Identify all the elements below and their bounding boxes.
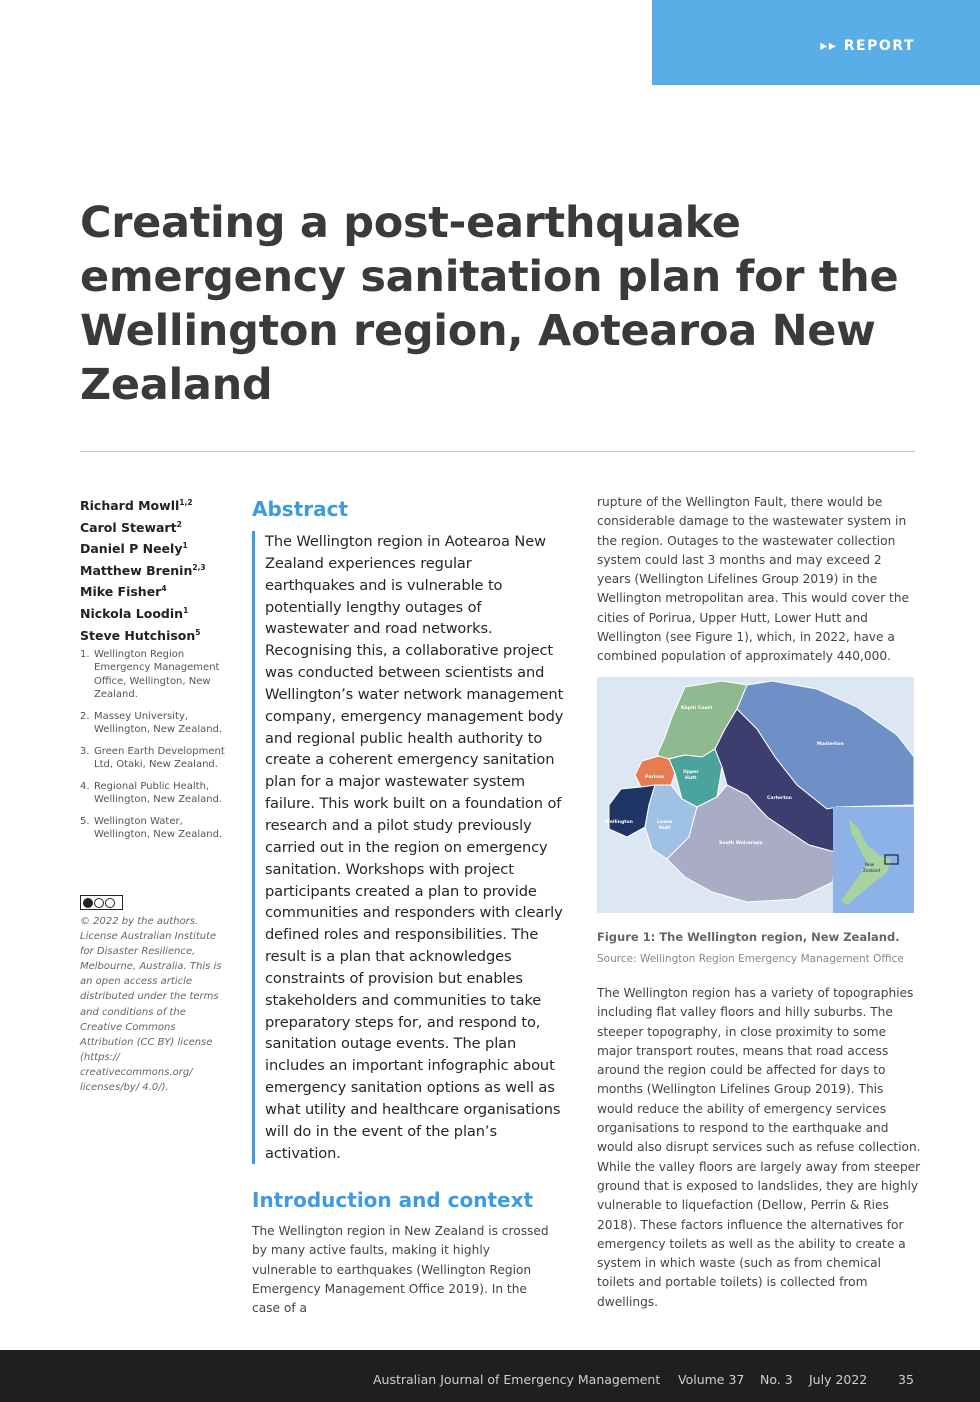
affiliation: 4. Regional Public Health, Wellington, New Zealand. bbox=[80, 780, 223, 806]
affiliation: 3. Green Earth Development Ltd, Otaki, New Zealand. bbox=[80, 745, 225, 771]
figure-caption: Figure 1: The Wellington region, New Zealand. bbox=[597, 930, 900, 944]
label-kapiti-coast: Kāpiti Coast bbox=[681, 706, 713, 711]
body-text-column3-top: rupture of the Wellington Fault, there would be considerable damage to the wastewater system in the region. Outages to the wastewater collection system could last 3 months and may exceed 2 years (Wellington Lifelines Group 2019) in the Wellington metropolitan area. This would cover the cities of Porirua, Upper Hutt, Lower Hutt and Wellington (see Figure 1), which, in 2022, have a combined population of approximately 440,000. bbox=[597, 495, 910, 664]
footer-journal: Australian Journal of Emergency Management bbox=[373, 1372, 661, 1387]
label-lower-hutt: Lower bbox=[657, 820, 673, 825]
label-south-wairarapa: South Wairarapa bbox=[719, 841, 763, 846]
footer-number: No. 3 bbox=[760, 1372, 793, 1387]
footer-page-number: 35 bbox=[898, 1372, 914, 1387]
figure-source: Source: Wellington Region Emergency Management Office bbox=[597, 953, 904, 965]
label-new-zealand: New bbox=[865, 862, 875, 867]
report-tag-label: ▸▸ REPORT bbox=[820, 38, 915, 54]
abstract-text: The Wellington region in Aotearoa New Zealand experiences regular earthquakes and is vulnerable to potentially lengthy outages of wastewater and road networks. Recognising this, a collaborative project was conducted between scientists and Wellington’s water network management company, emergency management body and regional public health authority to create a coherent emergency sanitation plan for a major wastewater system failure. This work built on a foundation of research and a pilot study previously carried out in the region on emergency sanitation. Workshops with project participants created a plan to provide communities and responders with clearly defined roles and responsibilities. The result is a plan that acknowledges constraints of provision but enables stakeholders and communities to take preparatory steps for, and respond to, sanitation outage events. The plan includes an important infographic about emergency sanitation options as well as what utility and healthcare organisations will do in the event of the plan’s activation. bbox=[265, 533, 564, 1162]
introduction-heading: Introduction and context bbox=[252, 1188, 534, 1212]
body-text-column3-bottom: The Wellington region has a variety of topographies including flat valley floors and hilly suburbs. The steeper topography, in close proximity to some major transport routes, means that road access around the region could be affected for days to months (Wellington Lifelines Group 2019). This would reduce the ability of emergency services organisations to respond to the earthquake and would also disrupt services such as refuse collection. While the valley floors are largely away from steeper ground that is exposed to landslides, they are highly vulnerable to liquefaction (Dellow, Perrin & Ries 2018). These factors influence the alternatives for emergency toilets as well as the ability to create a system in which waste (such as from chemical toilets and portable toilets) is collected from dwellings. bbox=[597, 986, 921, 1309]
license-text: © 2022 by the authors. License Australian Institute for Disaster Resilience, Melbourne, Australia. This is an open access article distributed under the terms and conditions of the Creative Commons Attribution (CC BY) license (https:// creativecommons.org/ licenses/by/ 4.0/). bbox=[80, 916, 222, 1094]
label-lower-hutt: Hutt bbox=[659, 826, 671, 831]
abstract-accent-bar bbox=[252, 531, 255, 1164]
author: Richard Mowll$^{1,2}$ bbox=[80, 498, 193, 513]
affiliation: 2. Massey University, Wellington, New Zealand. bbox=[80, 710, 223, 735]
label-upper-hutt: Hutt bbox=[685, 776, 697, 781]
author: Nickola Loodin$^1$ bbox=[80, 605, 189, 621]
author: Daniel P Neely$^1$ bbox=[80, 541, 188, 557]
label-wellington: Wellington bbox=[605, 820, 633, 825]
affiliation: 5. Wellington Water, Wellington, New Zealand. bbox=[80, 815, 223, 841]
report-tag bbox=[652, 0, 980, 85]
author: Steve Hutchison$^5$ bbox=[80, 627, 201, 643]
label-new-zealand: Zealand bbox=[863, 868, 881, 873]
footer-volume: Volume 37 bbox=[678, 1372, 745, 1387]
abstract-heading: Abstract bbox=[252, 497, 349, 521]
author: Carol Stewart$^2$ bbox=[80, 519, 182, 535]
page-footer bbox=[0, 1350, 980, 1402]
footer-date: July 2022 bbox=[809, 1372, 868, 1387]
article-title: Creating a post-earthquake emergency sanitation plan for the Wellington region, Aotearoa New Zealand bbox=[80, 198, 899, 410]
affiliation-list bbox=[80, 648, 230, 850]
creative-commons-by-icon bbox=[80, 895, 123, 910]
label-upper-hutt: Upper bbox=[683, 770, 699, 775]
wellington-region-map bbox=[597, 677, 914, 913]
author: Matthew Brenin$^{2,3}$ bbox=[80, 562, 206, 578]
title-divider bbox=[80, 451, 915, 452]
author-list bbox=[80, 494, 240, 645]
affiliation: 1. Wellington Region Emergency Management Office, Wellington, New Zealand. bbox=[80, 649, 220, 700]
label-masterton: Masterton bbox=[817, 742, 844, 747]
label-porirua: Porirua bbox=[645, 775, 664, 780]
author: Mike Fisher$^4$ bbox=[80, 584, 167, 600]
introduction-text: The Wellington region in New Zealand is crossed by many active faults, making it highly vulnerable to earthquakes (Wellington Region Emergency Management Office 2019). In the case of a bbox=[252, 1224, 549, 1316]
label-carterton: Carterton bbox=[767, 796, 792, 801]
